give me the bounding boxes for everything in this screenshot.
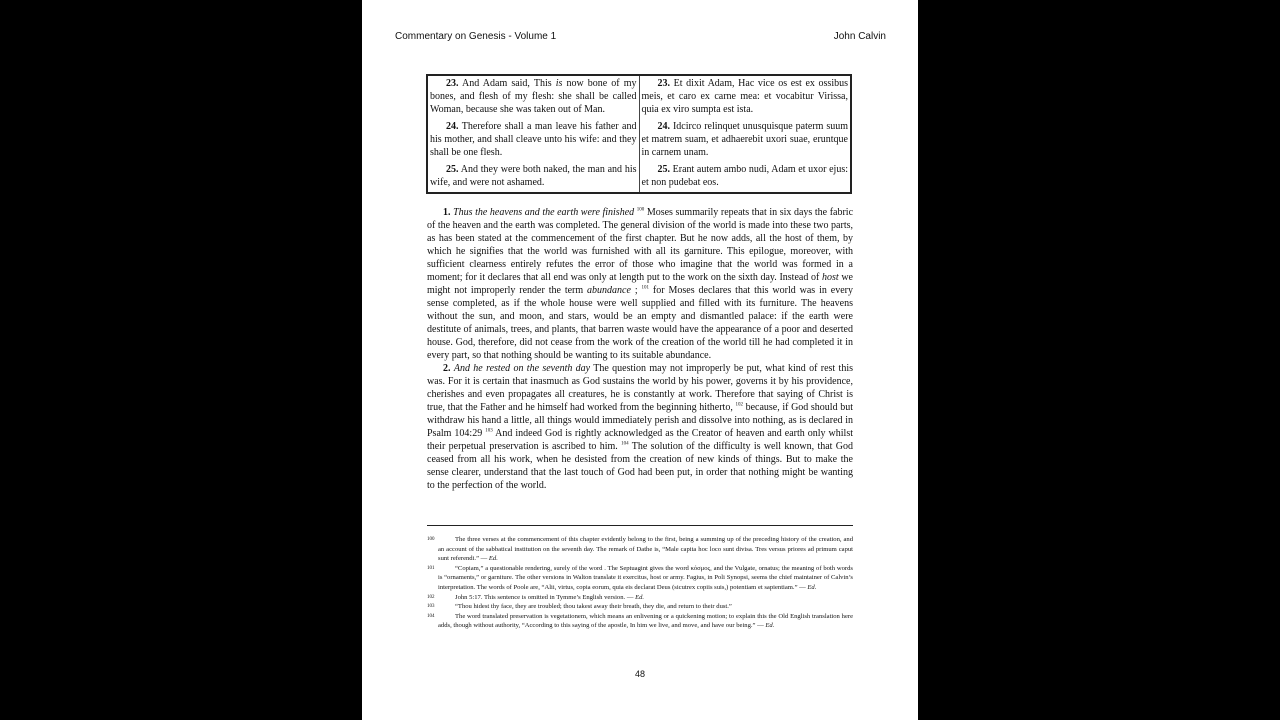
paragraph-text: ; (630, 285, 642, 296)
paragraph-number: 2. (443, 363, 451, 374)
paragraph-text: The solution of the difficulty is well known, that God ceased from all his work, when he desisted from the creation of new kinds of things. But to make the sense clearer, understand that the last touch of God had been put, in order that nothing might be wanting to the perfection of the world. (427, 441, 854, 491)
verse-table (426, 74, 852, 194)
page-number: 48 (634, 669, 645, 679)
paragraph-text: Moses summarily repeats that in six days the fabric of the heaven and the earth was completed. The general division of the world is made into these two parts, as has been stated at the commencement of the first chapter. But he now adds, all the host of them, by which he signifies that the world was furnished with all its garniture. This epilogue, moreover, with sufficient clearness entirely refutes the error of those who imagine that the world was formed in a moment; for it declares that all end was only at length put to the work on the sixth day. Instead of (427, 207, 854, 283)
footnote-ref[interactable]: 102 (735, 402, 743, 408)
footnote-ref[interactable]: 103 (485, 428, 493, 434)
footnote-number: 100 (427, 537, 435, 542)
verse-english (427, 75, 639, 119)
verse-number: 23. (446, 78, 459, 89)
footnote-text: The three verses at the commencement of this chapter evidently belong to the first, being a summing up of the preceding history of the creation, and an account of the sabbatical institution on the seventh day. The remark of Dathe is, “Male capita hoc loco sunt divisa. Tres versus priores ad primum caput sunt referendi.” — (438, 536, 853, 563)
running-header-title: Commentary on Genesis - Volume 1 (395, 31, 557, 42)
lemma: Thus the heavens and the earth were finished (453, 207, 635, 218)
commentary-paragraph (427, 206, 853, 362)
verse-number: 24. (657, 121, 670, 132)
footnote-ref[interactable]: 100 (636, 207, 645, 213)
footnote-text: The word translated preservation is vegetationem, which means an enlivening or a quickening motion; to explain this the Old English translation here adds, though without authority, “According to this saying of the apostle, In him we live, and move, and have our being.” — (438, 612, 853, 630)
verse-text: Idcirco relinquet unusquisque paterm suum et matrem suam, et adhaerebit uxori suae, eruntque in carnem unam. (641, 121, 849, 158)
footnote-ref[interactable]: 101 (641, 285, 650, 291)
footnote-ed: Ed. (488, 555, 498, 563)
footnote (427, 612, 853, 631)
verse-text: now bone of my bones, and flesh of my flesh: she shall be called Woman, because she was taken out of Man. (430, 78, 637, 115)
paragraph-text: The question may not improperly be put, what kind of rest this was. For it is certain that inasmuch as God sustains the world by his power, governs it by his providence, cherishes and even propagates all creatures, he is constantly at work. Therefore that saying of Christ is true, that the Father and he himself had worked from the beginning hitherto, (427, 363, 853, 413)
emphasis: abundance (587, 285, 631, 296)
lemma: And he rested on the seventh day (453, 363, 591, 374)
paragraph-text: for Moses declares that this world was in every sense completed, as if the whole house were well supplied and filled with its furniture. The heavens without the sun, and moon, and stars, would be an empty and dismantled palace: if the earth were destitute of animals, trees, and plants, that barren waste would have the appearance of a poor and deserted house. God, therefore, did not cease from the work of the creation of the world till he had completed it in every part, so that nothing should be wanting to its suitable abundance. (427, 285, 853, 361)
running-header-author: John Calvin (833, 31, 886, 42)
paragraph-text: we might not improperly render the term (427, 272, 853, 296)
footnote-number: 102 (427, 594, 435, 600)
verse-text: And they were both naked, the man and his wife, and were not ashamed. (430, 164, 637, 188)
footnote-text: “Thou hidest thy face, they are troubled; thou takest away their breath, they die, and return to their dust.” (455, 603, 732, 611)
commentary-paragraph (427, 362, 853, 492)
verse-number: 23. (657, 78, 670, 89)
paragraph-text: because, if God should but withdraw his hand a little, all things would immediately perish and dissolve into nothing, as is declared in Psalm 104:29 (427, 402, 853, 439)
verse-row (427, 75, 851, 119)
document-page (362, 0, 918, 720)
footnote-ed: Ed. (807, 583, 817, 591)
verse-latin (639, 75, 851, 119)
verse-number: 25. (446, 164, 459, 175)
verse-text: Therefore shall a man leave his father and his mother, and shall cleave unto his wife: and they shall be one flesh. (430, 121, 637, 158)
verse-text: Erant autem ambo nudi, Adam et uxor ejus: et non pudebat eos. (641, 164, 849, 188)
footnote-number: 101 (427, 565, 435, 571)
paragraph-number: 1. (443, 207, 451, 218)
footnote-ed: Ed. (765, 622, 775, 630)
footnote-text: John 5:17. This sentence is omitted in Tymme’s English version. — (455, 593, 636, 601)
footnote (427, 602, 853, 612)
footnote (427, 535, 853, 564)
footnotes (427, 535, 853, 631)
verse-number: 24. (446, 121, 459, 132)
footnote-ref[interactable]: 104 (621, 441, 629, 447)
verse-latin (639, 162, 851, 193)
footnote-ed: Ed. (635, 593, 645, 601)
verse-latin (639, 119, 851, 162)
verse-text: Et dixit Adam, Hac vice os est ex ossibus meis, et caro ex carne mea: et vocabitur Virissa, quia ex viro sumpta est ista. (641, 78, 848, 115)
emphasis: host (822, 272, 839, 283)
footnote-number: 103 (427, 604, 435, 610)
verse-text: And Adam said, This (462, 78, 556, 89)
verse-row (427, 162, 851, 193)
verse-row (427, 119, 851, 162)
verse-emphasis: is (555, 78, 563, 89)
footnote-text: “Copiam,” a questionable rendering, surely of the word . The Septuagint gives the word κόσμος, and the Vulgate, ornatus; the meaning of both words is “ornaments,” or garniture. The other versions in Walton translate it exercitus, host or army. Fagius, in Poli Synopsi, seems the chief maintainer of Calvin’s interpretation. The words of Poole are, “Alii, virtus, copia eorum, quia eis declarat Deus (sicutrex copiis suis,) potentiam et sapientiam.” — (438, 564, 853, 591)
verse-english (427, 119, 639, 162)
footnote (427, 593, 853, 603)
paragraph-text: And indeed God is rightly acknowledged as the Creator of heaven and earth only whilst their perpetual preservation is ascribed to him. (427, 428, 853, 452)
verse-english (427, 162, 639, 193)
commentary-body (427, 206, 853, 492)
footnote-separator (427, 525, 853, 526)
footnote-number: 104 (427, 613, 435, 619)
verse-number: 25. (657, 164, 670, 175)
footnote (427, 564, 853, 593)
